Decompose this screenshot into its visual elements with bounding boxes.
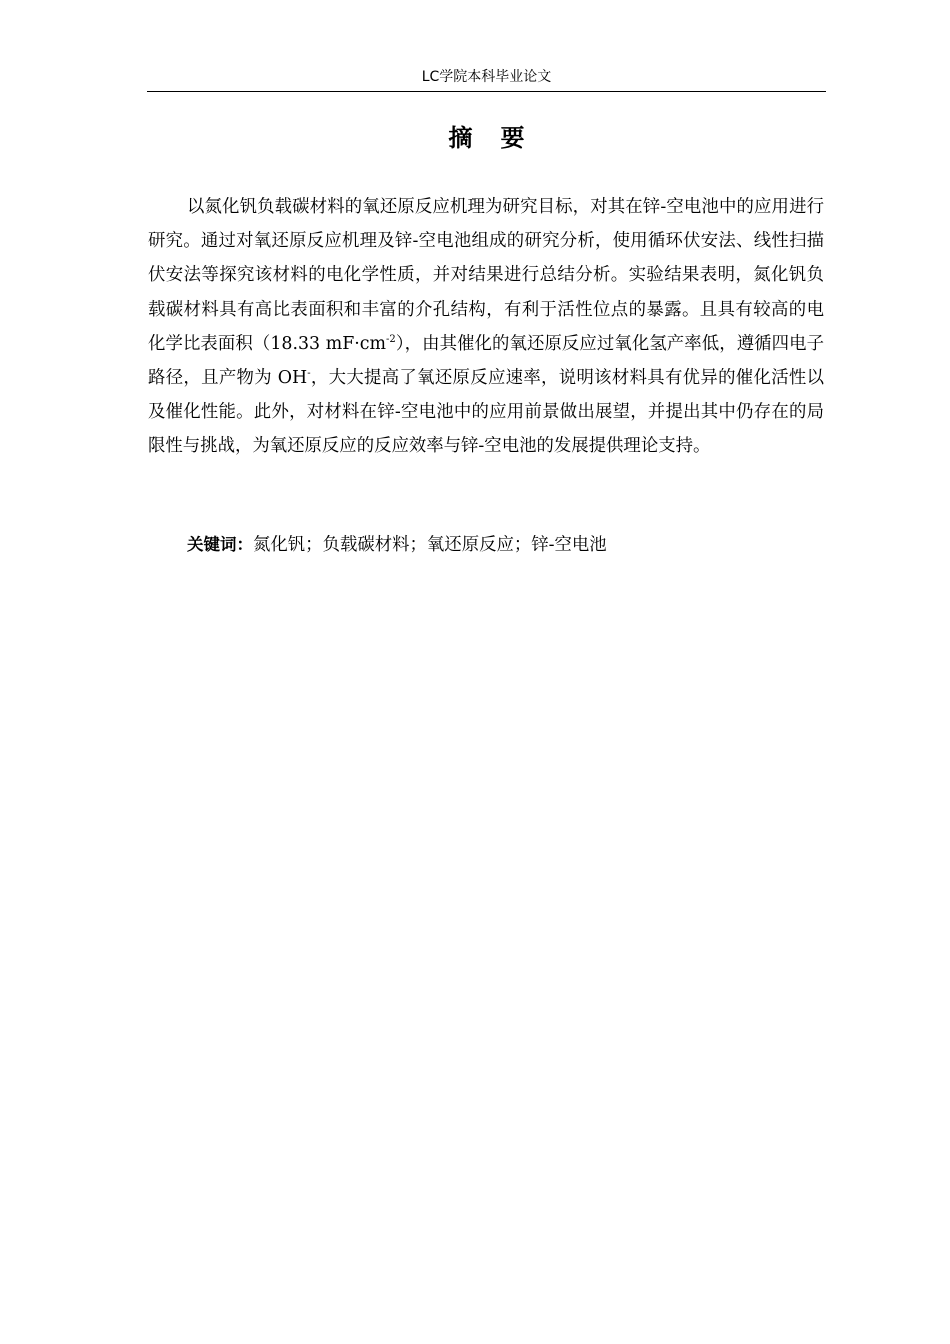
abstract-title: 摘要 bbox=[448, 124, 553, 152]
keywords-line bbox=[187, 528, 827, 562]
abstract-text-1: 以氮化钒负载碳材料的氧还原反应机理为研究目标，对其在锌-空电池中的应用进行研究。通过对氧还原反应机理及锌-空电池组成的研究分析，使用循环伏安法、线性扫描伏安法等探究该材料的电化学性质，并对结果进行总结分析。实验结果表明，氮化钒负载碳材料具有高比表面积和丰富的介孔结构，有利于活性位点的暴露。且具有较高的电化学比表面积（18.33 mF·cm bbox=[148, 197, 824, 354]
abstract-paragraph bbox=[148, 190, 824, 464]
keywords-value: 氮化钒；负载碳材料；氧还原反应；锌-空电池 bbox=[253, 535, 607, 555]
ion-superscript: - bbox=[307, 368, 311, 380]
header-divider bbox=[147, 91, 826, 92]
keywords-label: 关键词： bbox=[187, 535, 253, 554]
unit-superscript: -2 bbox=[386, 333, 396, 345]
abstract-text-3: ，大大提高了氧还原反应速率，说明该材料具有优异的催化活性以及催化性能。此外，对材料在锌-空电池中的应用前景做出展望，并提出其中仍存在的局限性与挑战，为氧还原反应的反应效率与锌-空电池的发展提供理论支持。 bbox=[148, 368, 824, 457]
abstract-text-2: ），由其催化的氧还原反应过氧化氢产率低，遵循四电子路径，且产物为 OH bbox=[148, 333, 824, 389]
page-header: LC学院本科毕业论文 bbox=[421, 69, 552, 85]
